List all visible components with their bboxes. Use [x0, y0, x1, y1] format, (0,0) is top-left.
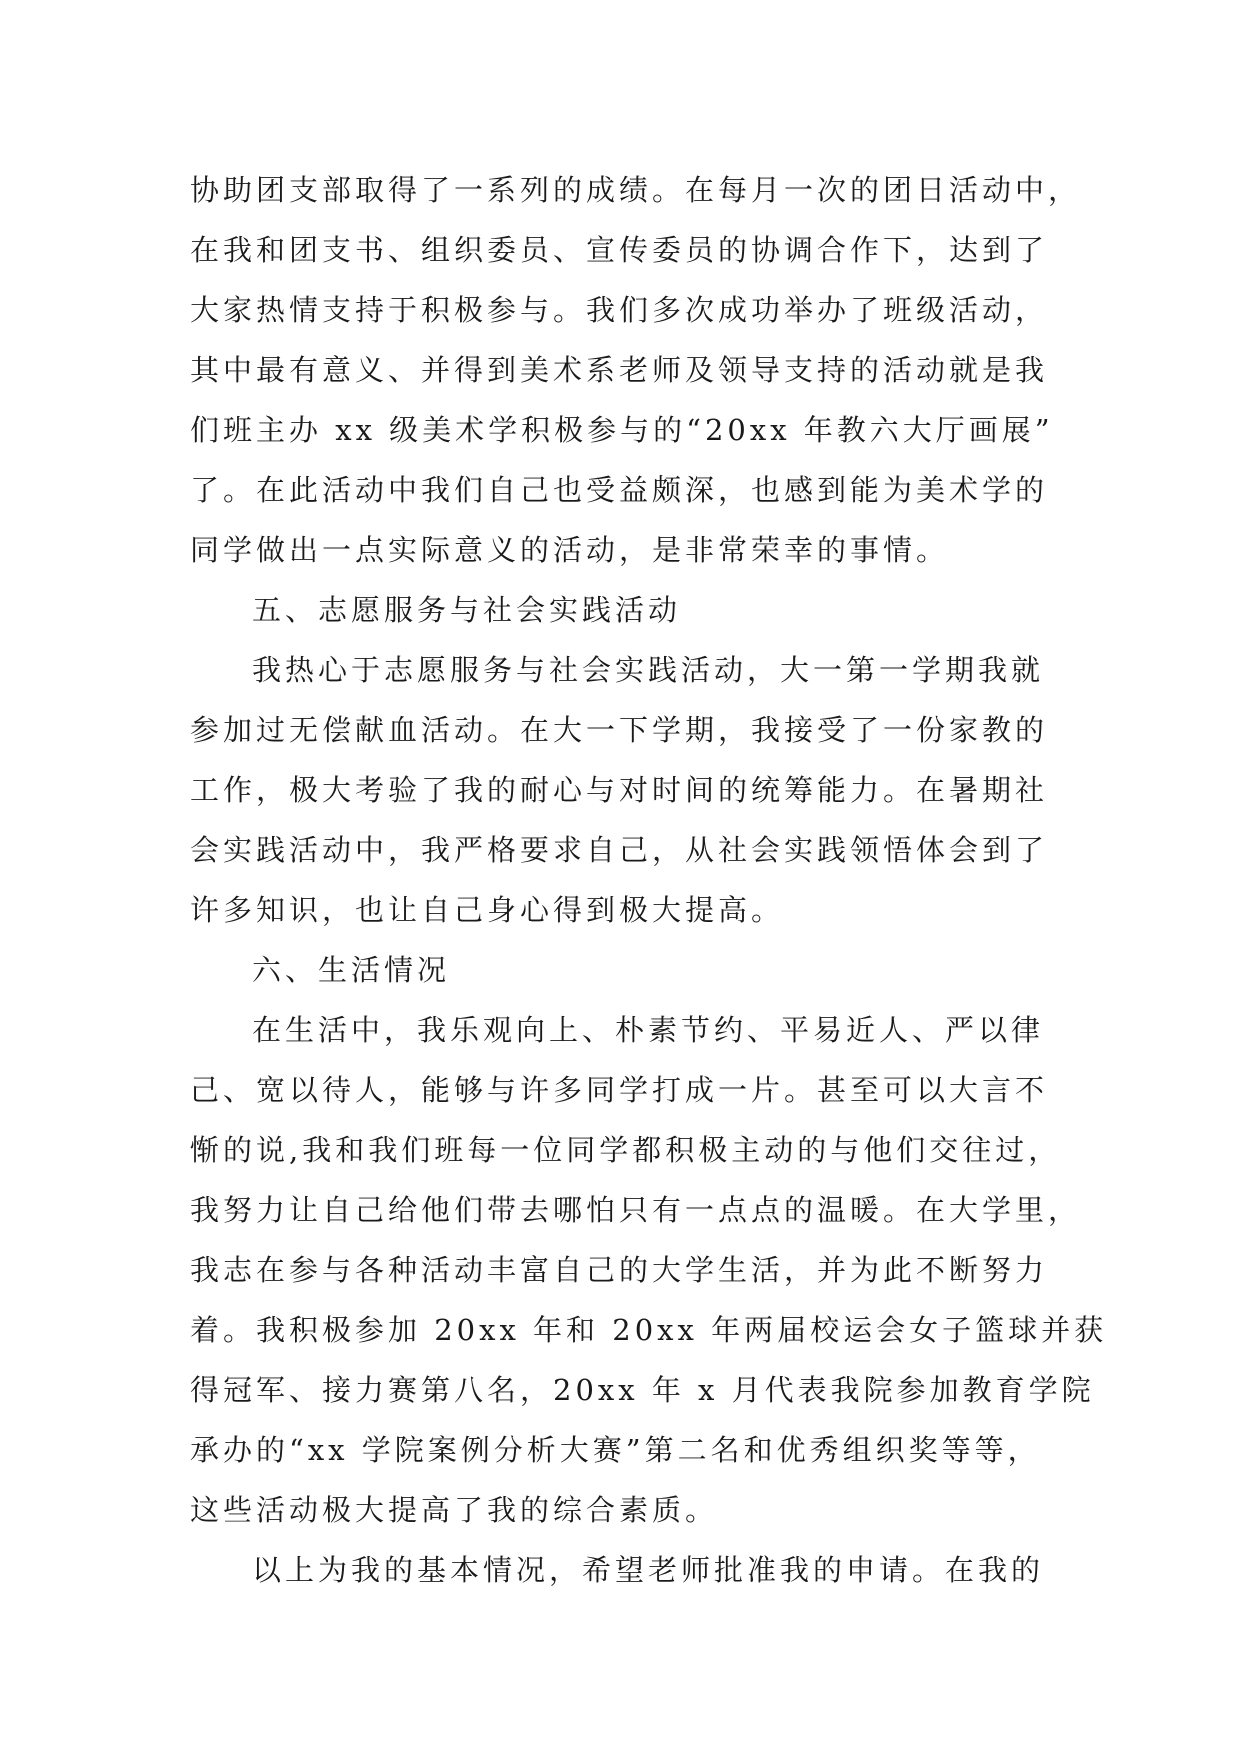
text-line: 其中最有意义、并得到美术系老师及领导支持的活动就是我 [190, 353, 1049, 387]
text-line: 着。我积极参加 20xx 年和 20xx 年两届校运会女子篮球并获 [190, 1313, 1108, 1347]
text-line: 在我和团支书、组织委员、宣传委员的协调合作下，达到了 [190, 233, 1049, 267]
section-heading-life: 六、生活情况 [252, 953, 451, 987]
text-line: 们班主办 xx 级美术学积极参与的“20xx 年教六大厅画展” [190, 413, 1054, 447]
text-line: 工作，极大考验了我的耐心与对时间的统筹能力。在暑期社 [190, 773, 1049, 807]
text-line: 在生活中，我乐观向上、朴素节约、平易近人、严以律 [252, 1013, 1045, 1047]
text-line: 以上为我的基本情况，希望老师批准我的申请。在我的 [252, 1553, 1045, 1587]
document-body [190, 160, 1108, 1600]
text-line: 大家热情支持于积极参与。我们多次成功举办了班级活动， [190, 293, 1049, 327]
text-line: 我努力让自己给他们带去哪怕只有一点点的温暖。在大学里， [190, 1193, 1082, 1227]
text-line: 这些活动极大提高了我的综合素质。 [190, 1493, 719, 1527]
text-line: 许多知识，也让自己身心得到极大提高。 [190, 893, 785, 927]
text-line: 我热心于志愿服务与社会实践活动，大一第一学期我就 [252, 653, 1045, 687]
section-heading-volunteer: 五、志愿服务与社会实践活动 [252, 593, 682, 627]
text-line: 会实践活动中，我严格要求自己，从社会实践领悟体会到了 [190, 833, 1049, 867]
text-line: 协助团支部取得了一系列的成绩。在每月一次的团日活动中， [190, 173, 1082, 207]
text-line: 得冠军、接力赛第八名，20xx 年 x 月代表我院参加教育学院 [190, 1373, 1095, 1407]
text-line: 了。在此活动中我们自己也受益颇深，也感到能为美术学的 [190, 473, 1049, 507]
text-line: 我志在参与各种活动丰富自己的大学生活，并为此不断努力 [190, 1253, 1049, 1287]
text-line: 同学做出一点实际意义的活动，是非常荣幸的事情。 [190, 533, 950, 567]
text-line: 己、宽以待人，能够与许多同学打成一片。甚至可以大言不 [190, 1073, 1049, 1107]
text-line: 参加过无偿献血活动。在大一下学期，我接受了一份家教的 [190, 713, 1049, 747]
text-line: 承办的“xx 学院案例分析大赛”第二名和优秀组织奖等等， [190, 1433, 1041, 1467]
text-line: 惭的说,我和我们班每一位同学都积极主动的与他们交往过， [190, 1133, 1062, 1167]
